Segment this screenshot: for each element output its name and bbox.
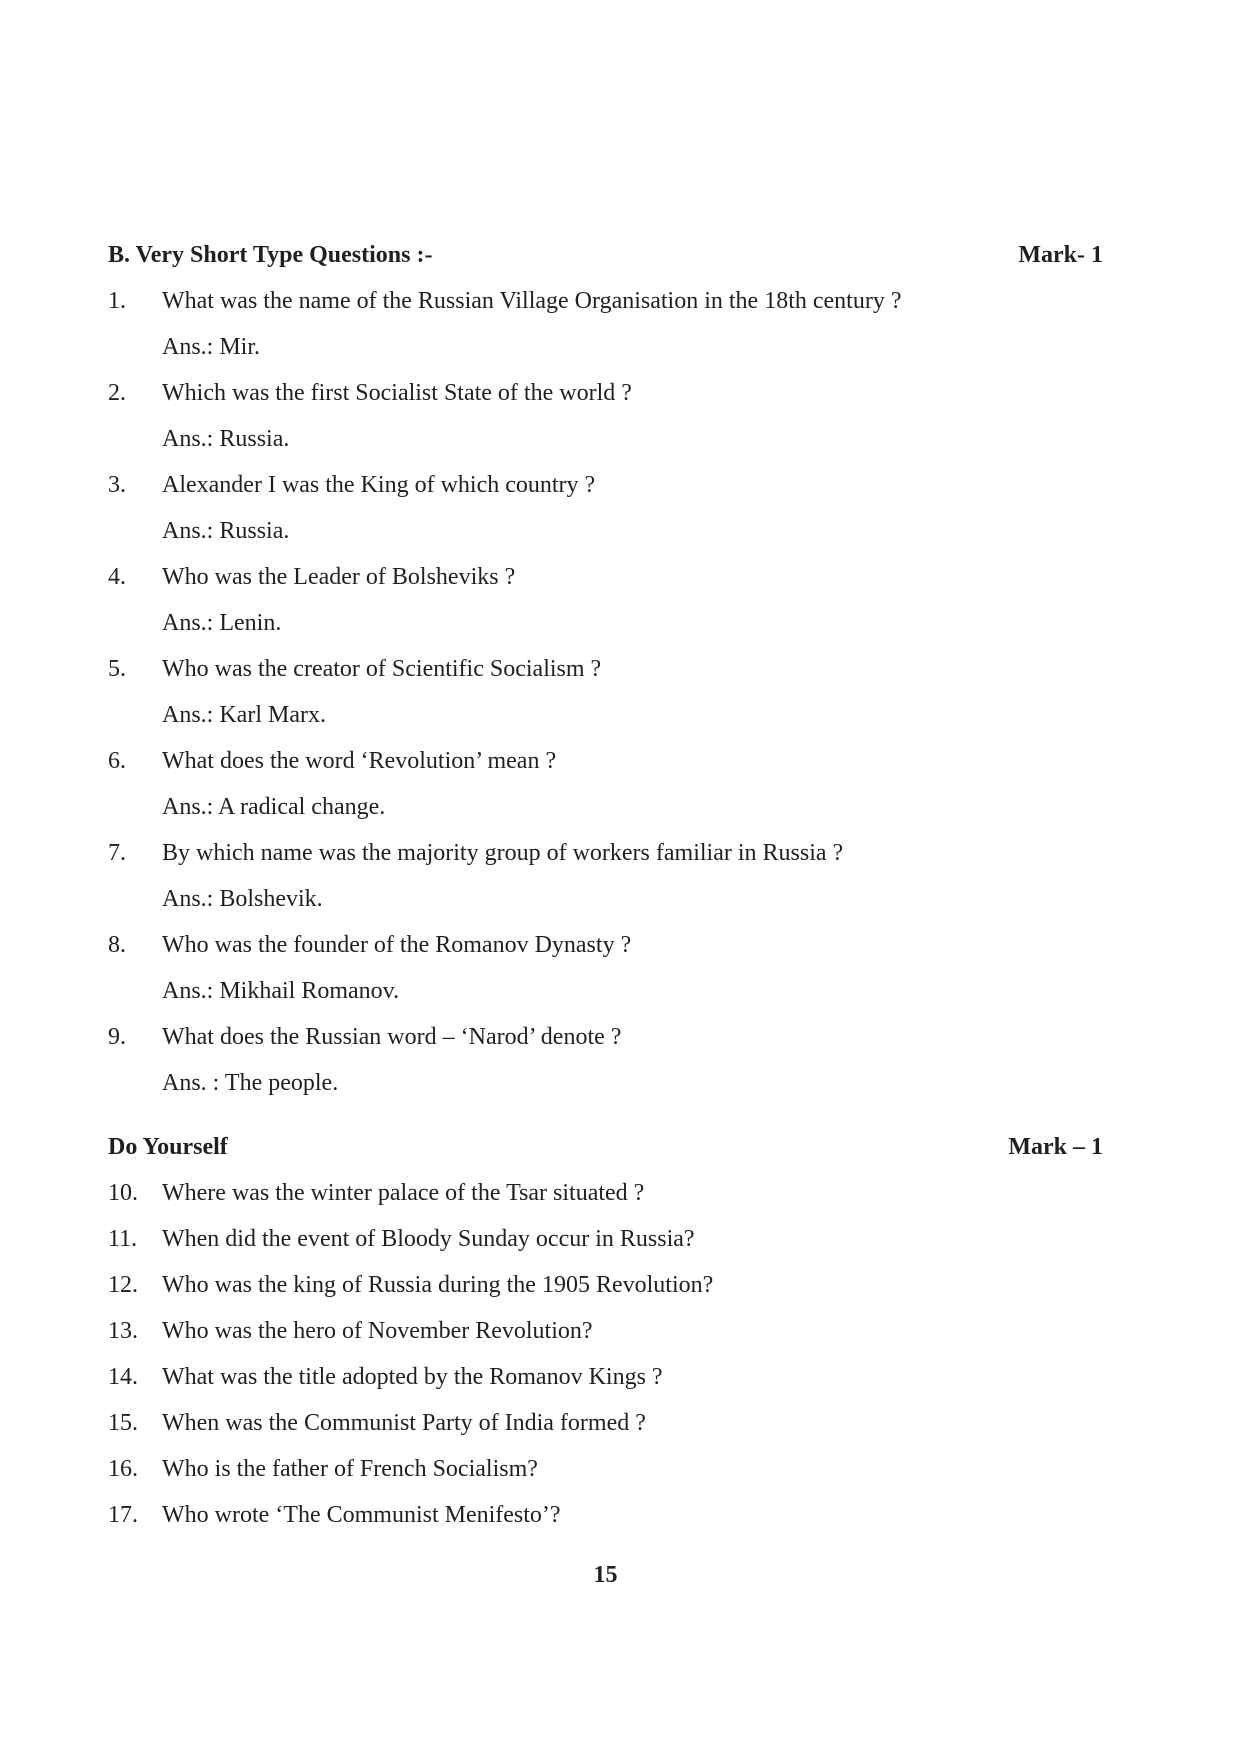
question-number: 9.: [108, 1024, 126, 1050]
question-number: 4.: [108, 564, 126, 590]
question-text: Who was the founder of the Romanov Dynasty ?: [162, 932, 632, 958]
question-text: When was the Communist Party of India formed ?: [162, 1410, 646, 1436]
question-text: Alexander I was the King of which country ?: [162, 472, 596, 498]
question-text: What does the word ‘Revolution’ mean ?: [162, 748, 557, 774]
document-page: [108, 0, 1103, 1755]
answer-text: Ans.: Russia.: [162, 518, 290, 544]
question-text: By which name was the majority group of workers familiar in Russia ?: [162, 840, 844, 866]
question-number: 12.: [108, 1272, 138, 1298]
question-text: Which was the first Socialist State of the world ?: [162, 380, 632, 406]
do-yourself-heading: [108, 1133, 1103, 1161]
question-number: 1.: [108, 288, 126, 314]
question-number: 13.: [108, 1318, 138, 1344]
question-text: Who was the hero of November Revolution?: [162, 1318, 593, 1344]
question-text: When did the event of Bloody Sunday occur in Russia?: [162, 1226, 695, 1252]
question-text: Who was the Leader of Bolsheviks ?: [162, 564, 516, 590]
question-number: 6.: [108, 748, 126, 774]
question-text: Who was the king of Russia during the 1905 Revolution?: [162, 1272, 714, 1298]
question-number: 16.: [108, 1456, 138, 1482]
answer-text: Ans.: Mikhail Romanov.: [162, 978, 400, 1004]
answer-text: Ans.: Russia.: [162, 426, 290, 452]
question-number: 11.: [108, 1226, 138, 1252]
question-number: 15.: [108, 1410, 138, 1436]
question-number: 17.: [108, 1502, 138, 1528]
do-yourself-title: Do Yourself: [108, 1134, 228, 1160]
answer-text: Ans. : The people.: [162, 1070, 339, 1096]
question-text: Who wrote ‘The Communist Menifesto’?: [162, 1502, 561, 1528]
section-b-mark: Mark- 1: [1018, 242, 1103, 268]
page-number: 15: [593, 1562, 618, 1588]
do-yourself-mark: Mark – 1: [1008, 1134, 1103, 1160]
question-text: Who was the creator of Scientific Socialism ?: [162, 656, 602, 682]
question-number: 8.: [108, 932, 126, 958]
question-number: 14.: [108, 1364, 138, 1390]
question-text: What was the name of the Russian Village Organisation in the 18th century ?: [162, 288, 902, 314]
answer-text: Ans.: Mir.: [162, 334, 261, 360]
question-text: Who is the father of French Socialism?: [162, 1456, 538, 1482]
question-number: 10.: [108, 1180, 138, 1206]
answer-text: Ans.: A radical change.: [162, 794, 386, 820]
question-number: 3.: [108, 472, 126, 498]
question-text: What does the Russian word – ‘Narod’ denote ?: [162, 1024, 622, 1050]
answer-text: Ans.: Karl Marx.: [162, 702, 326, 728]
question-text: Where was the winter palace of the Tsar situated ?: [162, 1180, 645, 1206]
question-number: 7.: [108, 840, 126, 866]
section-b-title: B. Very Short Type Questions :-: [108, 242, 433, 268]
question-text: What was the title adopted by the Romanov Kings ?: [162, 1364, 663, 1390]
answer-text: Ans.: Lenin.: [162, 610, 282, 636]
question-number: 5.: [108, 656, 126, 682]
answer-text: Ans.: Bolshevik.: [162, 886, 323, 912]
question-number: 2.: [108, 380, 126, 406]
section-b-heading: [108, 241, 1103, 269]
